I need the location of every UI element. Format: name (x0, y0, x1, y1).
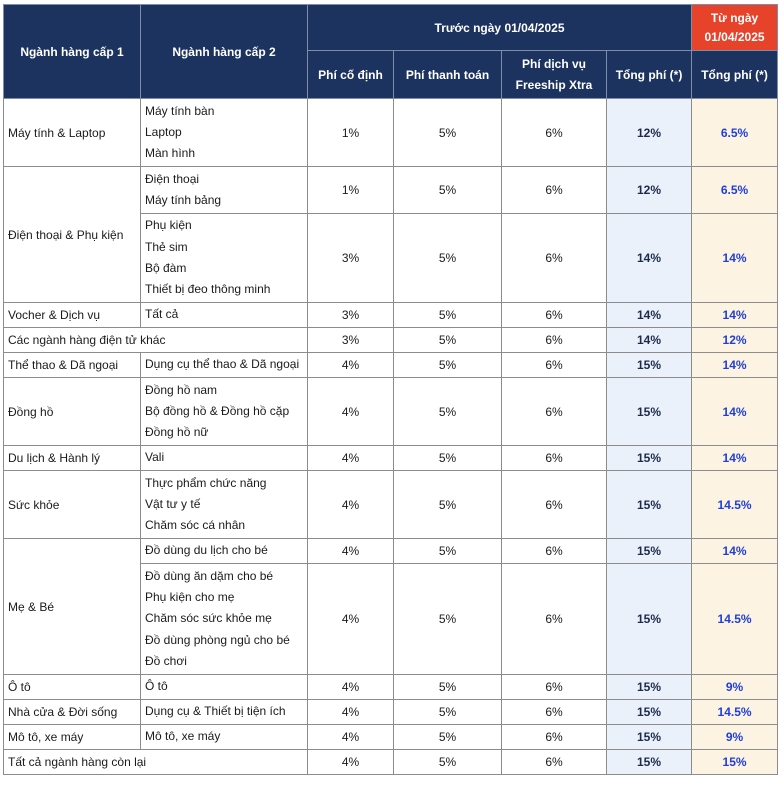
payment-fee-cell: 5% (394, 471, 502, 539)
category-level2-cell (141, 353, 308, 378)
total-fee-cell: 15% (607, 378, 692, 446)
freeship-fee-cell: 6% (502, 328, 607, 353)
table-row (4, 303, 778, 328)
category-level2-item: Máy tính bàn (145, 103, 215, 118)
fixed-fee-cell: 3% (308, 214, 394, 303)
category-level2-cell (141, 539, 308, 564)
category-level2-cell (141, 446, 308, 471)
fixed-fee-cell: 4% (308, 353, 394, 378)
freeship-fee-cell: 6% (502, 353, 607, 378)
category-level2-cell (141, 564, 308, 675)
fixed-fee-cell: 4% (308, 539, 394, 564)
table-row (4, 750, 778, 775)
fixed-fee-cell: 4% (308, 750, 394, 775)
table-row (4, 725, 778, 750)
header-from-date-group: Từ ngày 01/04/2025 (692, 5, 778, 51)
total-fee-cell: 14% (607, 328, 692, 353)
freeship-fee-cell: 6% (502, 303, 607, 328)
category-level1-cell: Du lịch & Hành lý (4, 446, 141, 471)
total-fee-cell: 12% (607, 99, 692, 167)
category-level2-item: Thẻ sim (145, 239, 188, 254)
new-total-fee-cell: 14% (692, 214, 778, 303)
fee-table-body (4, 99, 778, 775)
payment-fee-cell: 5% (394, 167, 502, 214)
category-level2-item: Đồng hồ nữ (145, 425, 209, 440)
category-level1-cell: Tất cả ngành hàng còn lại (4, 750, 308, 775)
total-fee-cell: 14% (607, 303, 692, 328)
total-fee-cell: 15% (607, 353, 692, 378)
category-level1-cell: Nhà cửa & Đời sống (4, 700, 141, 725)
fixed-fee-cell: 4% (308, 446, 394, 471)
freeship-fee-cell: 6% (502, 700, 607, 725)
total-fee-cell: 15% (607, 750, 692, 775)
new-total-fee-cell: 9% (692, 725, 778, 750)
category-level2-cell (141, 700, 308, 725)
category-level2-cell (141, 167, 308, 214)
payment-fee-cell: 5% (394, 214, 502, 303)
category-level2-item: Thiết bị đeo thông minh (145, 282, 271, 297)
header-total-fee: Tổng phí (*) (607, 51, 692, 99)
freeship-fee-cell: 6% (502, 539, 607, 564)
total-fee-cell: 15% (607, 539, 692, 564)
category-level2-cell (141, 675, 308, 700)
total-fee-cell: 15% (607, 700, 692, 725)
fixed-fee-cell: 3% (308, 303, 394, 328)
freeship-fee-cell: 6% (502, 99, 607, 167)
category-level1-cell: Mẹ & Bé (4, 539, 141, 675)
category-level1-cell: Đồng hồ (4, 378, 141, 446)
fee-table-header (4, 5, 778, 99)
freeship-fee-cell: 6% (502, 378, 607, 446)
fixed-fee-cell: 4% (308, 564, 394, 675)
new-total-fee-cell: 6.5% (692, 99, 778, 167)
category-level1-cell: Sức khỏe (4, 471, 141, 539)
fixed-fee-cell: 4% (308, 700, 394, 725)
header-freeship-fee: Phí dịch vụ Freeship Xtra (502, 51, 607, 99)
table-row (4, 378, 778, 446)
table-row (4, 446, 778, 471)
freeship-fee-cell: 6% (502, 750, 607, 775)
new-total-fee-cell: 14% (692, 539, 778, 564)
table-row (4, 167, 778, 214)
header-category-level1: Ngành hàng cấp 1 (4, 5, 141, 99)
category-level1-cell: Thể thao & Dã ngoại (4, 353, 141, 378)
total-fee-cell: 15% (607, 675, 692, 700)
freeship-fee-cell: 6% (502, 725, 607, 750)
freeship-fee-cell: 6% (502, 471, 607, 539)
table-row (4, 675, 778, 700)
payment-fee-cell: 5% (394, 539, 502, 564)
category-level1-cell: Các ngành hàng điện tử khác (4, 328, 308, 353)
new-total-fee-cell: 14.5% (692, 564, 778, 675)
category-level2-item: Máy tính bảng (145, 193, 222, 207)
payment-fee-cell: 5% (394, 750, 502, 775)
category-level2-item: Thực phẩm chức năng (145, 475, 267, 490)
payment-fee-cell: 5% (394, 328, 502, 353)
header-fixed-fee: Phí cố định (308, 51, 394, 99)
category-level1-cell: Điện thoại & Phụ kiện (4, 167, 141, 303)
category-level2-cell (141, 378, 308, 446)
new-total-fee-cell: 14.5% (692, 471, 778, 539)
fixed-fee-cell: 4% (308, 725, 394, 750)
fixed-fee-cell: 3% (308, 328, 394, 353)
payment-fee-cell: 5% (394, 353, 502, 378)
payment-fee-cell: 5% (394, 99, 502, 167)
category-level2-item: Điện thoại (145, 171, 200, 186)
category-level2-item: Đồ dùng phòng ngủ cho bé (145, 632, 290, 647)
freeship-fee-cell: 6% (502, 446, 607, 471)
payment-fee-cell: 5% (394, 378, 502, 446)
new-total-fee-cell: 14% (692, 353, 778, 378)
new-total-fee-cell: 14% (692, 446, 778, 471)
new-total-fee-cell: 15% (692, 750, 778, 775)
total-fee-cell: 15% (607, 471, 692, 539)
category-level2-item: Đồng hồ nam (145, 382, 218, 397)
category-level1-cell: Ô tô (4, 675, 141, 700)
table-row (4, 700, 778, 725)
fee-table (3, 4, 778, 775)
category-level2-item: Đồ chơi (145, 653, 187, 668)
category-level2-item: Laptop (145, 124, 182, 139)
category-level2-item: Bộ đồng hồ & Đồng hồ cặp (145, 403, 290, 418)
category-level2-item: Ô tô (145, 679, 168, 694)
payment-fee-cell: 5% (394, 725, 502, 750)
fixed-fee-cell: 1% (308, 99, 394, 167)
category-level2-item: Phụ kiện cho mẹ (145, 590, 235, 605)
new-total-fee-cell: 6.5% (692, 167, 778, 214)
category-level2-item: Tất cả (145, 307, 179, 322)
header-payment-fee: Phí thanh toán (394, 51, 502, 99)
category-level1-cell: Máy tính & Laptop (4, 99, 141, 167)
category-level2-item: Dụng cụ & Thiết bị tiện ích (145, 704, 286, 719)
category-level2-item: Đồ dùng du lịch cho bé (145, 543, 268, 558)
category-level2-item: Chăm sóc cá nhân (145, 518, 246, 533)
total-fee-cell: 15% (607, 446, 692, 471)
header-new-total-fee: Tổng phí (*) (692, 51, 778, 99)
category-level2-cell (141, 471, 308, 539)
category-level2-item: Màn hình (145, 146, 196, 161)
new-total-fee-cell: 14% (692, 303, 778, 328)
total-fee-cell: 14% (607, 214, 692, 303)
category-level2-item: Mô tô, xe máy (145, 729, 221, 744)
table-row (4, 539, 778, 564)
header-category-level2: Ngành hàng cấp 2 (141, 5, 308, 99)
fixed-fee-cell: 4% (308, 378, 394, 446)
category-level2-item: Đồ dùng ăn dặm cho bé (145, 568, 274, 583)
total-fee-cell: 15% (607, 564, 692, 675)
category-level1-cell: Mô tô, xe máy (4, 725, 141, 750)
category-level2-cell (141, 214, 308, 303)
table-row (4, 99, 778, 167)
fixed-fee-cell: 4% (308, 675, 394, 700)
freeship-fee-cell: 6% (502, 214, 607, 303)
category-level2-cell (141, 725, 308, 750)
freeship-fee-cell: 6% (502, 167, 607, 214)
table-row (4, 328, 778, 353)
payment-fee-cell: 5% (394, 303, 502, 328)
payment-fee-cell: 5% (394, 700, 502, 725)
fixed-fee-cell: 1% (308, 167, 394, 214)
category-level2-item: Bộ đàm (145, 261, 187, 275)
category-level1-cell: Vocher & Dịch vụ (4, 303, 141, 328)
table-row (4, 471, 778, 539)
category-level2-item: Dụng cụ thể thao & Dã ngoại (145, 357, 300, 372)
new-total-fee-cell: 12% (692, 328, 778, 353)
category-level2-item: Phụ kiện (145, 218, 192, 233)
payment-fee-cell: 5% (394, 446, 502, 471)
total-fee-cell: 12% (607, 167, 692, 214)
category-level2-item: Chăm sóc sức khỏe mẹ (145, 611, 272, 626)
header-before-date-group: Trước ngày 01/04/2025 (308, 5, 692, 51)
new-total-fee-cell: 14% (692, 378, 778, 446)
freeship-fee-cell: 6% (502, 675, 607, 700)
category-level2-item: Vật tư y tế (145, 496, 201, 511)
fixed-fee-cell: 4% (308, 471, 394, 539)
new-total-fee-cell: 9% (692, 675, 778, 700)
freeship-fee-cell: 6% (502, 564, 607, 675)
category-level2-item: Vali (145, 450, 165, 465)
total-fee-cell: 15% (607, 725, 692, 750)
new-total-fee-cell: 14.5% (692, 700, 778, 725)
category-level2-cell (141, 99, 308, 167)
payment-fee-cell: 5% (394, 675, 502, 700)
payment-fee-cell: 5% (394, 564, 502, 675)
category-level2-cell (141, 303, 308, 328)
table-row (4, 353, 778, 378)
